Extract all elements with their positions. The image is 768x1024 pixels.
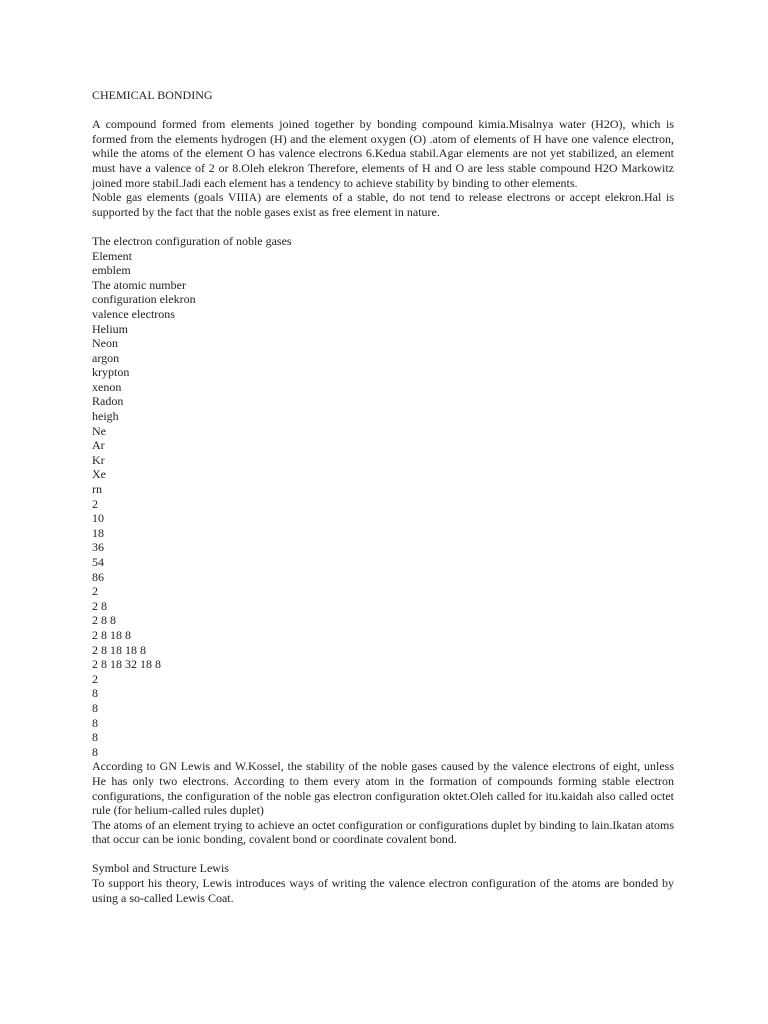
table-line: 2 8 — [92, 598, 107, 613]
table-line: 2 8 8 — [92, 613, 116, 628]
table-line: 2 8 18 8 — [92, 627, 131, 642]
table-line: 2 — [92, 584, 98, 599]
table-line: Ne — [92, 423, 106, 438]
intro-paragraph: A compound formed from elements joined together by bonding compound kimia.Misalnya water (H2O), which is formed from the elements hydrogen (H) and the element oxygen (O) .atom of elements of H have one valence electron, while the atoms of the element O has valence electrons 6.Kedua stabil.Agar elements are not yet stabilized, an element must have a valence of 2 or 8.Oleh elekron Therefore, elements of H and O are less stable compound H2O Markowitz joined more stabil.Jadi each element has a tendency to achieve stability by binding to other elements. — [92, 117, 674, 190]
table-line: 2 8 18 18 8 — [92, 642, 146, 657]
table-line: The atomic number — [92, 277, 186, 292]
table-heading: The electron configuration of noble gases — [92, 233, 292, 248]
table-line: 8 — [92, 686, 98, 701]
table-line: krypton — [92, 365, 130, 380]
table-line: Kr — [92, 452, 105, 467]
table-line: Radon — [92, 394, 124, 409]
table-line: configuration elekron — [92, 292, 196, 307]
table-line: valence electrons — [92, 306, 175, 321]
table-line: 2 8 18 32 18 8 — [92, 657, 161, 672]
document-page — [92, 88, 674, 905]
table-line: 86 — [92, 569, 104, 584]
table-line: emblem — [92, 263, 131, 278]
symbol-paragraph: To support his theory, Lewis introduces ways of writing the valence electron configuration of the atoms are bonded by using a so-called Lewis Coat. — [92, 876, 674, 905]
table-line: xenon — [92, 379, 122, 394]
table-line: Element — [92, 248, 132, 263]
spacer — [92, 103, 674, 118]
table-line: 2 — [92, 496, 98, 511]
octet-paragraph: The atoms of an element trying to achieve an octet configuration or configurations duplet by binding to lain.Ikatan atoms that occur can be ionic bonding, covalent bond or coordinate covalent bond. — [92, 817, 674, 847]
table-line: 54 — [92, 555, 104, 569]
noble-gas-table-lines — [92, 249, 674, 760]
document-title: CHEMICAL BONDING — [92, 88, 213, 102]
section-heading: Symbol and Structure Lewis — [92, 861, 229, 876]
table-line: rn — [92, 482, 102, 497]
table-line: 8 — [92, 700, 98, 715]
table-line: Helium — [92, 321, 128, 336]
noble-gas-paragraph: Noble gas elements (goals VIIIA) are elements of a stable, do not tend to release electrons or accept elekron.Hal is supported by the fact that the noble gases exist as free element in nature. — [92, 190, 674, 219]
table-line: 8 — [92, 715, 98, 730]
table-line: Xe — [92, 467, 106, 482]
table-line: 36 — [92, 540, 104, 555]
table-line: heigh — [92, 409, 119, 424]
table-line: argon — [92, 350, 120, 365]
spacer — [92, 847, 674, 862]
lewis-paragraph: According to GN Lewis and W.Kossel, the stability of the noble gases caused by the valence electrons of eight, unless He has only two electrons. According to them every atom in the formation of compounds forming stable electron configurations, the configuration of the noble gas electron configuration oktet.Oleh called for itu.kaidah also called octet rule (for helium-called rules duplet) — [92, 759, 674, 818]
table-line: 18 — [92, 525, 104, 540]
table-line: 2 — [92, 671, 98, 686]
table-line: 8 — [92, 744, 98, 759]
spacer — [92, 219, 674, 234]
table-line: Ar — [92, 438, 105, 453]
table-line: 10 — [92, 511, 104, 526]
table-line: Neon — [92, 336, 118, 351]
table-line: 8 — [92, 730, 98, 745]
